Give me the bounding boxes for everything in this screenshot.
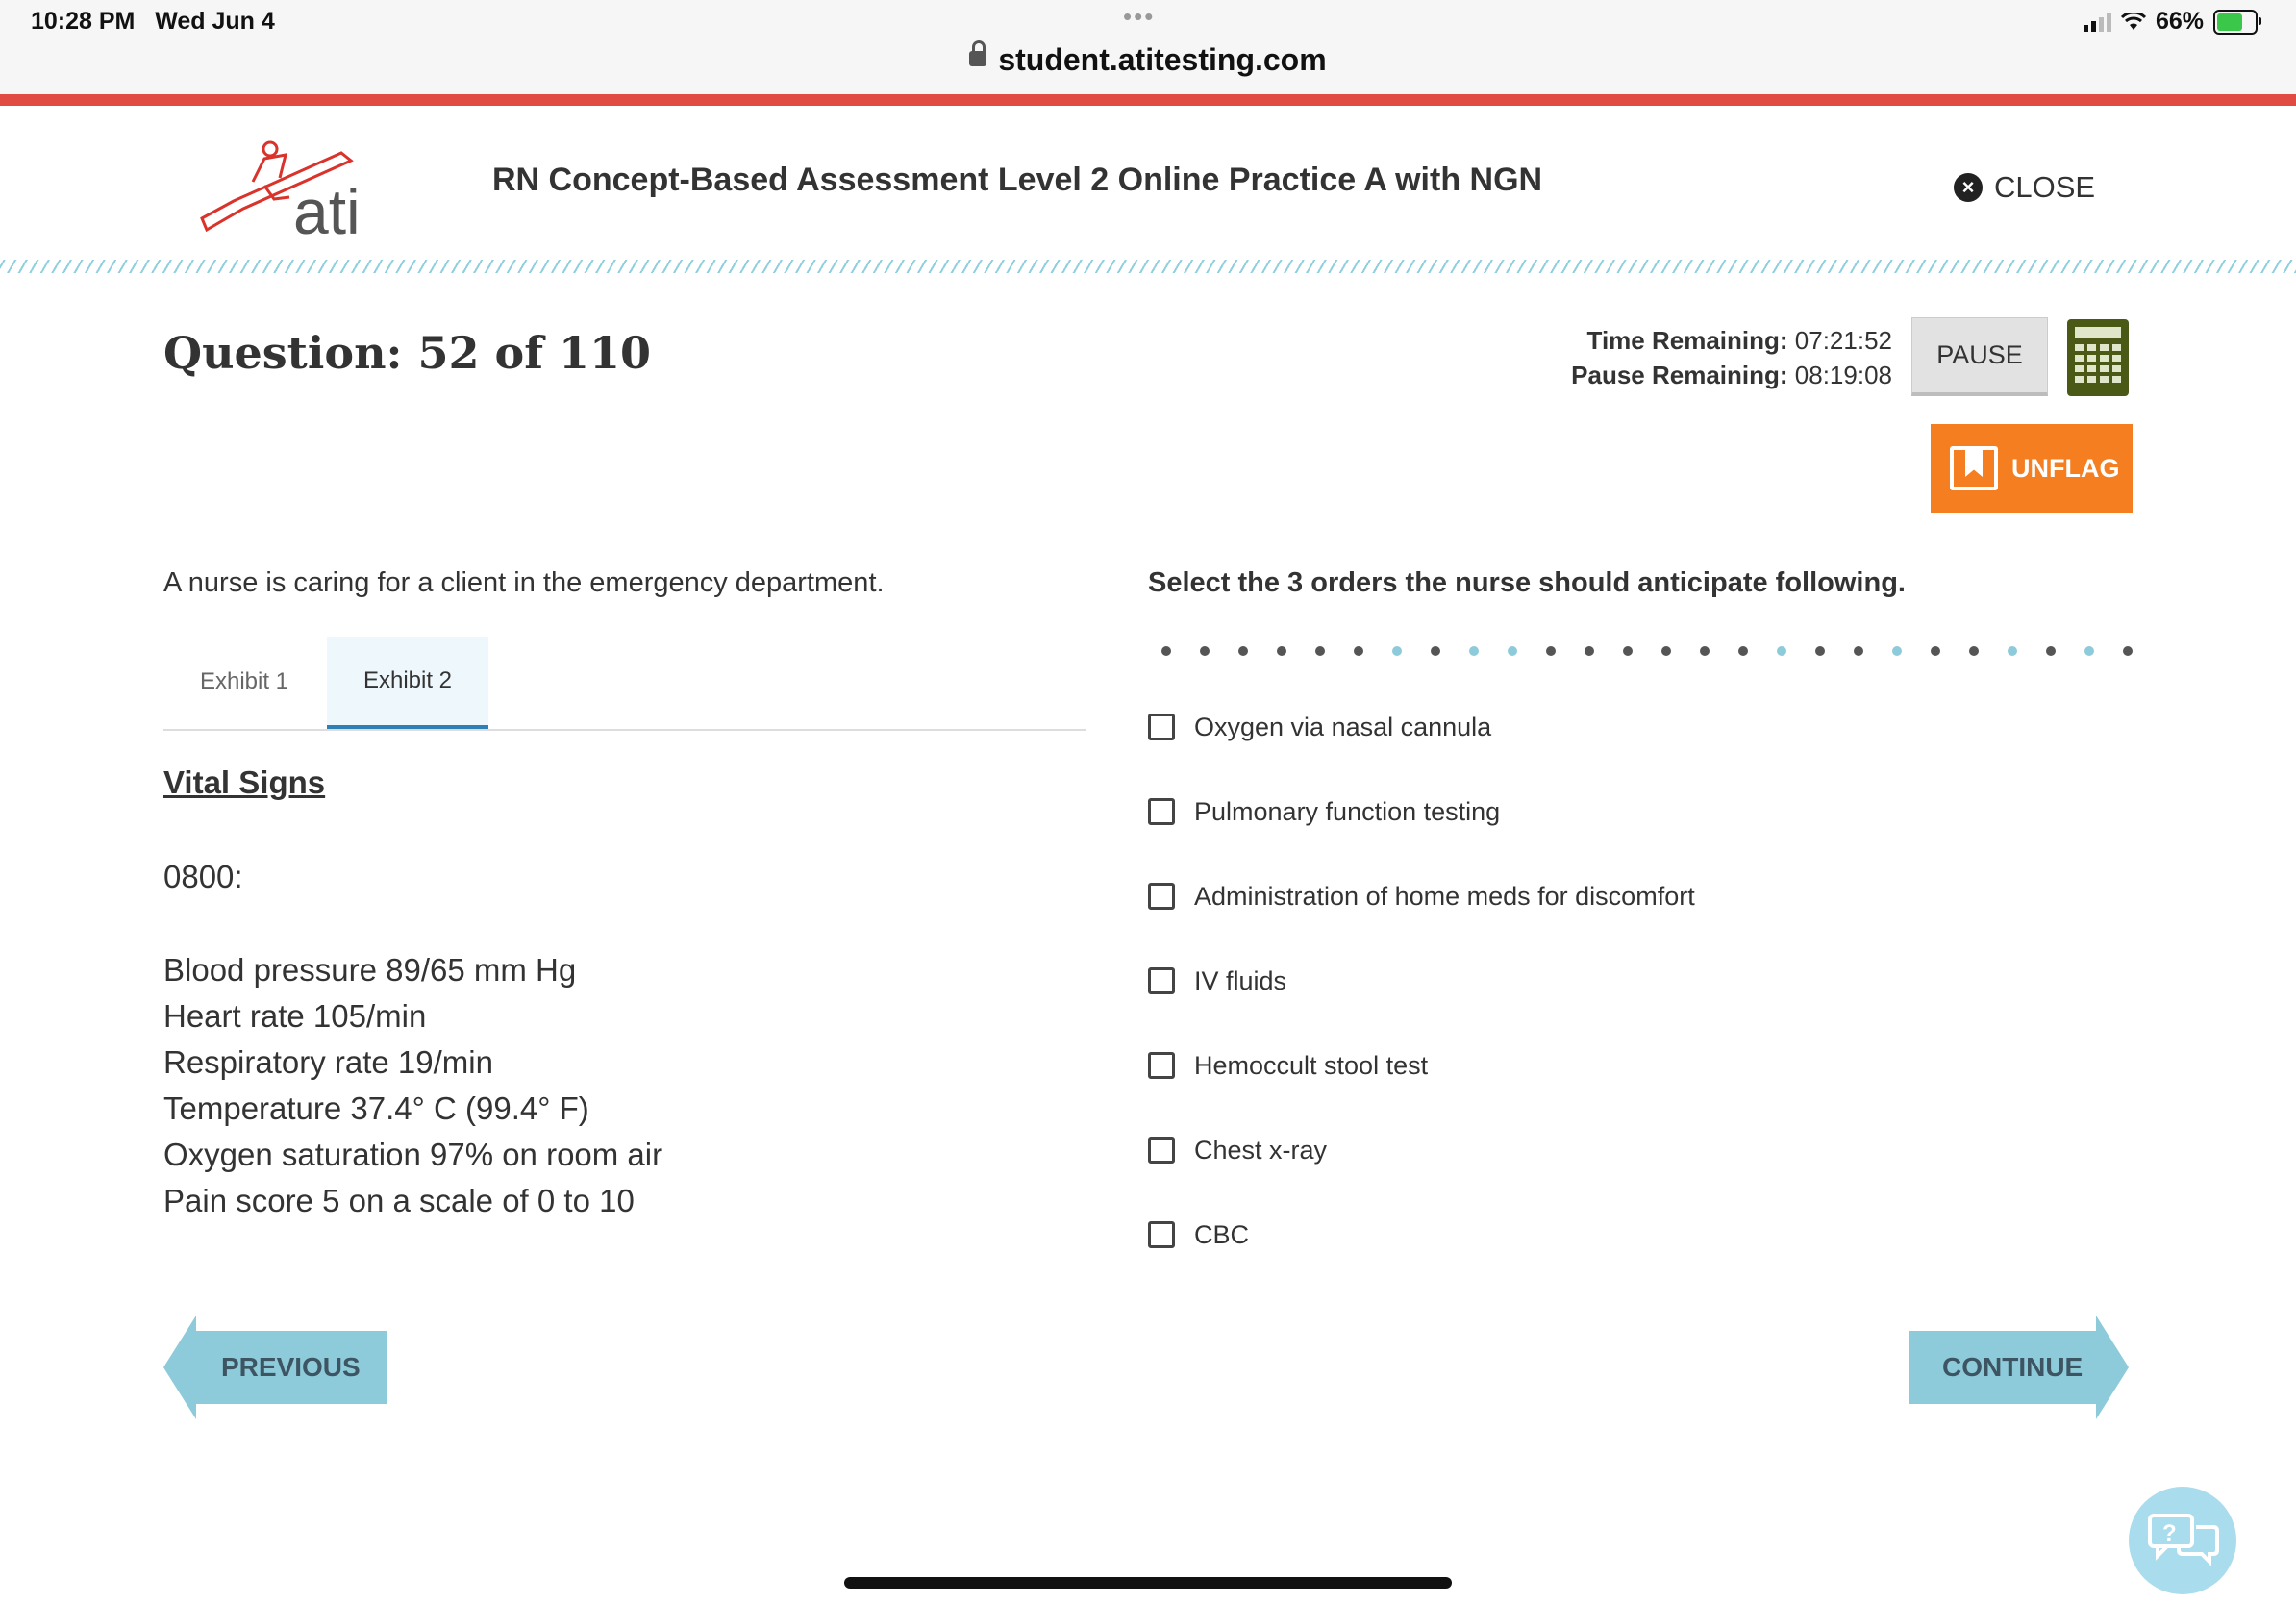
continue-button[interactable]: [1909, 1316, 2129, 1419]
vital-sign-item: Blood pressure 89/65 mm Hg: [163, 952, 577, 988]
unflag-label: UNFLAG: [2011, 453, 2120, 483]
calculator-icon[interactable]: [2067, 319, 2129, 396]
answer-options: [1148, 706, 1695, 1298]
home-indicator[interactable]: [844, 1577, 1452, 1589]
divider-dot: [1585, 646, 1594, 656]
status-bar: [0, 0, 2296, 96]
divider-dot: [1315, 646, 1325, 656]
svg-text:?: ?: [2162, 1520, 2177, 1546]
checkbox[interactable]: [1148, 1052, 1175, 1079]
status-time: [31, 8, 275, 36]
option-oxygen[interactable]: Oxygen via nasal cannula: [1148, 685, 1695, 769]
exhibit-heading: Vital Signs: [163, 764, 326, 800]
divider-dot: [1200, 646, 1210, 656]
divider-dot: [1546, 646, 1556, 656]
vital-sign-item: Heart rate 105/min: [163, 998, 427, 1034]
assessment-title: RN Concept-Based Assessment Level 2 Online Practice A with NGN: [492, 162, 1543, 198]
divider-dot: [1892, 646, 1902, 656]
previous-label: PREVIOUS: [221, 1352, 361, 1382]
divider-dot: [1969, 646, 1979, 656]
checkbox[interactable]: [1148, 1221, 1175, 1248]
divider-dot: [1392, 646, 1402, 656]
option-home-meds[interactable]: Administration of home meds for discomfort: [1148, 854, 1695, 939]
time-remaining: Time Remaining: 07:21:52: [1586, 326, 1892, 355]
date: Wed Jun 4: [155, 8, 275, 35]
divider-dots: [1161, 646, 2133, 660]
tab-exhibit-1[interactable]: Exhibit 1: [199, 668, 289, 694]
divider-dot: [1431, 646, 1440, 656]
close-button[interactable]: [1954, 170, 2095, 205]
tab-exhibit-2[interactable]: Exhibit 2: [327, 637, 488, 729]
vital-sign-item: Temperature 37.4° C (99.4° F): [163, 1090, 589, 1126]
vital-sign-item: Pain score 5 on a scale of 0 to 10: [163, 1183, 635, 1218]
divider-dot: [1815, 646, 1825, 656]
divider-dot: [1508, 646, 1517, 656]
divider-dot: [1277, 646, 1286, 656]
divider-dot: [2008, 646, 2017, 656]
status-indicators: [2084, 8, 2258, 36]
clock: 10:28 PM: [31, 8, 136, 35]
header-divider: [0, 260, 2296, 273]
battery-icon: [2213, 10, 2258, 35]
question-prompt: Select the 3 orders the nurse should anticipate following.: [1148, 567, 1906, 598]
divider-dot: [1623, 646, 1633, 656]
unflag-button[interactable]: [1931, 424, 2133, 513]
previous-button[interactable]: [163, 1316, 387, 1419]
option-iv-fluids[interactable]: IV fluids: [1148, 939, 1695, 1023]
wifi-icon: [2121, 13, 2146, 32]
vital-signs-list: [163, 947, 662, 1224]
divider-dot: [1354, 646, 1363, 656]
divider-dot: [1469, 646, 1479, 656]
close-label: CLOSE: [1994, 170, 2096, 204]
divider-dot: [1700, 646, 1710, 656]
address-bar[interactable]: [0, 42, 2296, 78]
divider-dot: [1738, 646, 1748, 656]
divider-dot: [2084, 646, 2094, 656]
help-chat-button[interactable]: [2129, 1487, 2236, 1594]
divider-dot: [1661, 646, 1671, 656]
bookmark-flag-icon: [1950, 446, 1998, 490]
more-dots-icon[interactable]: •••: [1123, 2, 1156, 31]
signal-icon: [2084, 13, 2111, 32]
chat-help-icon: [2129, 1487, 2236, 1594]
checkbox[interactable]: [1148, 714, 1175, 740]
pause-remaining: Pause Remaining: 08:19:08: [1571, 361, 1892, 389]
brand-bar: [0, 94, 2296, 106]
ati-figure-icon: [197, 139, 389, 245]
option-chest-xray[interactable]: Chest x-ray: [1148, 1108, 1695, 1192]
exhibit-time: 0800:: [163, 859, 243, 894]
checkbox[interactable]: [1148, 798, 1175, 825]
pause-button[interactable]: PAUSE: [1911, 317, 2048, 396]
checkbox[interactable]: [1148, 1137, 1175, 1164]
divider-dot: [2123, 646, 2133, 656]
question-number: Question: 52 of 110: [163, 327, 652, 379]
ati-logo: [197, 139, 389, 245]
option-pulmonary-function[interactable]: Pulmonary function testing: [1148, 769, 1695, 854]
divider-dot: [1777, 646, 1786, 656]
checkbox[interactable]: [1148, 967, 1175, 994]
exhibit-tabs: [163, 637, 1086, 731]
divider-dot: [1161, 646, 1171, 656]
battery-percent: 66%: [2155, 8, 2204, 35]
divider-dot: [1238, 646, 1248, 656]
url-text: student.atitesting.com: [998, 42, 1327, 77]
close-icon: ×: [1954, 173, 1983, 202]
vital-sign-item: Oxygen saturation 97% on room air: [163, 1137, 663, 1172]
checkbox[interactable]: [1148, 883, 1175, 910]
option-cbc[interactable]: CBC: [1148, 1192, 1695, 1277]
option-hemoccult[interactable]: Hemoccult stool test: [1148, 1023, 1695, 1108]
vital-sign-item: Respiratory rate 19/min: [163, 1044, 493, 1080]
question-stem: A nurse is caring for a client in the emergency department.: [163, 567, 885, 598]
timers: [1500, 323, 1892, 392]
continue-label: CONTINUE: [1942, 1352, 2084, 1382]
logo-text: ati: [293, 176, 361, 245]
divider-dot: [1931, 646, 1940, 656]
divider-dot: [1854, 646, 1863, 656]
divider-dot: [2046, 646, 2056, 656]
lock-icon: [969, 51, 986, 66]
